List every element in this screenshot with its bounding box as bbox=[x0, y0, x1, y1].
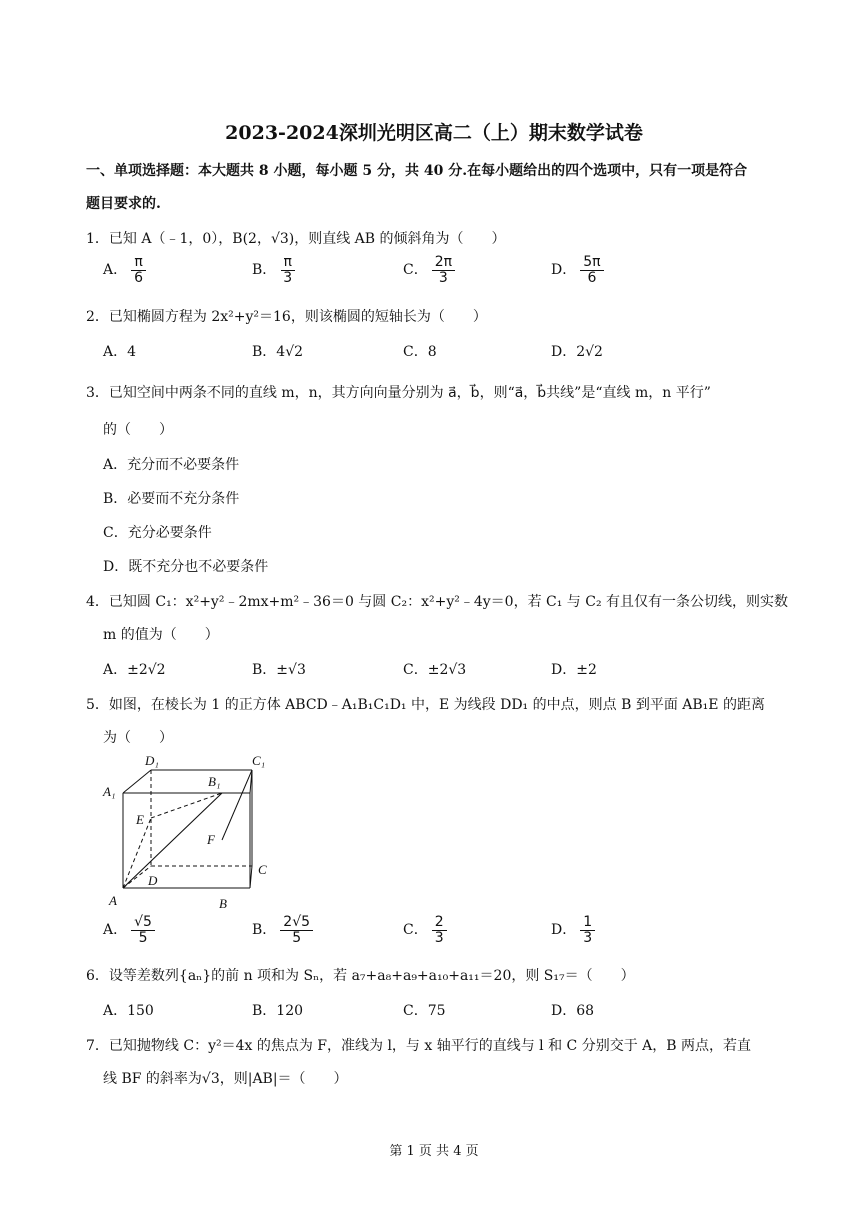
label-f: F bbox=[207, 832, 215, 847]
question-5-stem-line1: 5．如图，在棱长为 1 的正方体 ABCD﹣A₁B₁C₁D₁ 中，E 为线段 DD₁ 的中点，则点 B 到平面 AB₁E 的距离 bbox=[86, 697, 765, 713]
label-a: A bbox=[109, 893, 117, 908]
q5-option-c bbox=[403, 915, 447, 945]
section-heading-line2: 题目要求的. bbox=[86, 196, 161, 212]
fraction bbox=[131, 915, 155, 945]
label-e: E bbox=[136, 812, 144, 827]
question-2-stem: 2．已知椭圆方程为 2x²+y²＝16，则该椭圆的短轴长为（ ） bbox=[86, 309, 487, 325]
question-4-stem-line2: m 的值为（ ） bbox=[103, 627, 219, 643]
q3-option-b: B．必要而不充分条件 bbox=[103, 491, 240, 507]
question-7-stem-line1: 7．已知抛物线 C：y²＝4x 的焦点为 F，准线为 l，与 x 轴平行的直线与 l 和 C 分别交于 A，B 两点，若直 bbox=[86, 1038, 752, 1054]
q3-option-a: A．充分而不必要条件 bbox=[103, 457, 240, 473]
numerator: π bbox=[131, 255, 145, 271]
denominator: 3 bbox=[583, 929, 593, 946]
q4-option-b: B．±√3 bbox=[252, 662, 306, 678]
numerator: π bbox=[281, 255, 295, 271]
q6-option-d: D．68 bbox=[551, 1003, 595, 1019]
numerator: 1 bbox=[580, 915, 595, 931]
question-3-stem-line1: 3．已知空间中两条不同的直线 m，n，其方向向量分别为 a⃗，b⃗，则“a⃗，b⃗共线”是“直线 m，n 平行” bbox=[86, 385, 711, 401]
denominator: 3 bbox=[283, 269, 293, 286]
label-d1: D₁ bbox=[145, 753, 159, 768]
section-heading-line1: 一、单项选择题：本大题共 8 小题，每小题 5 分，共 40 分.在每小题给出的四个选项中，只有一项是符合 bbox=[86, 163, 748, 179]
cube-figure bbox=[95, 748, 285, 916]
denominator: 6 bbox=[587, 269, 597, 286]
q2-option-b: B．4√2 bbox=[252, 344, 304, 360]
numerator: 2 bbox=[432, 915, 447, 931]
q4-option-d: D．±2 bbox=[551, 662, 597, 678]
q1-option-b bbox=[252, 255, 295, 285]
numerator: √5 bbox=[131, 915, 155, 931]
denominator: 3 bbox=[438, 269, 448, 286]
question-4-stem-line1: 4．已知圆 C₁：x²+y²﹣2mx+m²﹣36＝0 与圆 C₂：x²+y²﹣4y＝0，若 C₁ 与 C₂ 有且仅有一条公切线，则实数 bbox=[86, 594, 789, 610]
page-title: 2023-2024深圳光明区高二（上）期末数学试卷 bbox=[225, 122, 643, 144]
label-d: D bbox=[148, 873, 158, 888]
q6-option-a: A．150 bbox=[103, 1003, 154, 1019]
option-label: D． bbox=[551, 922, 577, 939]
option-label: B． bbox=[252, 262, 277, 279]
label-c1: C₁ bbox=[252, 753, 266, 768]
label-b1: B₁ bbox=[208, 774, 221, 789]
fraction bbox=[432, 915, 447, 945]
fraction bbox=[280, 255, 295, 285]
q1-option-a bbox=[103, 255, 146, 285]
option-label: C． bbox=[403, 262, 428, 279]
fraction bbox=[580, 915, 595, 945]
question-5-stem-line2: 为（ ） bbox=[103, 730, 173, 746]
label-c: C bbox=[258, 862, 267, 877]
q2-option-a: A．4 bbox=[103, 344, 137, 360]
q5-option-b bbox=[252, 915, 313, 945]
q2-option-c: C．8 bbox=[403, 344, 437, 360]
option-label: A． bbox=[103, 922, 128, 939]
edge-a1d1 bbox=[123, 770, 151, 793]
label-b: B bbox=[219, 896, 227, 911]
q3-option-c: C．充分必要条件 bbox=[103, 525, 212, 541]
denominator: 5 bbox=[292, 929, 302, 946]
q1-option-d bbox=[551, 255, 604, 285]
option-label: B． bbox=[252, 922, 277, 939]
page-footer: 第 1 页 共 4 页 bbox=[389, 1144, 479, 1159]
fraction bbox=[432, 255, 455, 285]
question-1-stem: 1．已知 A（﹣1，0），B(2，√3)，则直线 AB 的倾斜角为（ ） bbox=[86, 231, 506, 247]
label-a1: A₁ bbox=[103, 784, 116, 799]
question-7-stem-line2: 线 BF 的斜率为√3，则|AB|＝（ ） bbox=[103, 1071, 348, 1087]
q6-option-b: B．120 bbox=[252, 1003, 304, 1019]
denominator: 5 bbox=[138, 929, 148, 946]
numerator: 2π bbox=[432, 255, 455, 271]
q1-option-c bbox=[403, 255, 455, 285]
q5-option-a bbox=[103, 915, 155, 945]
numerator: 5π bbox=[580, 255, 603, 271]
denominator: 6 bbox=[134, 269, 144, 286]
q5-option-d bbox=[551, 915, 595, 945]
question-6-stem: 6．设等差数列{aₙ}的前 n 项和为 Sₙ，若 a₇+a₈+a₉+a₁₀+a₁₁＝20，则 S₁₇＝（ ） bbox=[86, 968, 635, 984]
option-label: A． bbox=[103, 262, 128, 279]
q6-option-c: C．75 bbox=[403, 1003, 446, 1019]
option-label: C． bbox=[403, 922, 428, 939]
fraction bbox=[280, 915, 313, 945]
question-3-stem-line2: 的（ ） bbox=[103, 422, 173, 438]
line-eb1 bbox=[151, 793, 222, 818]
numerator: 2√5 bbox=[280, 915, 313, 931]
line-fc1 bbox=[222, 770, 252, 840]
option-label: D． bbox=[551, 262, 577, 279]
q3-option-d: D．既不充分也不必要条件 bbox=[103, 559, 269, 575]
q2-option-d: D．2√2 bbox=[551, 344, 603, 360]
fraction bbox=[580, 255, 603, 285]
denominator: 3 bbox=[434, 929, 444, 946]
fraction bbox=[131, 255, 146, 285]
q4-option-a: A．±2√2 bbox=[103, 662, 166, 678]
q4-option-c: C．±2√3 bbox=[403, 662, 467, 678]
